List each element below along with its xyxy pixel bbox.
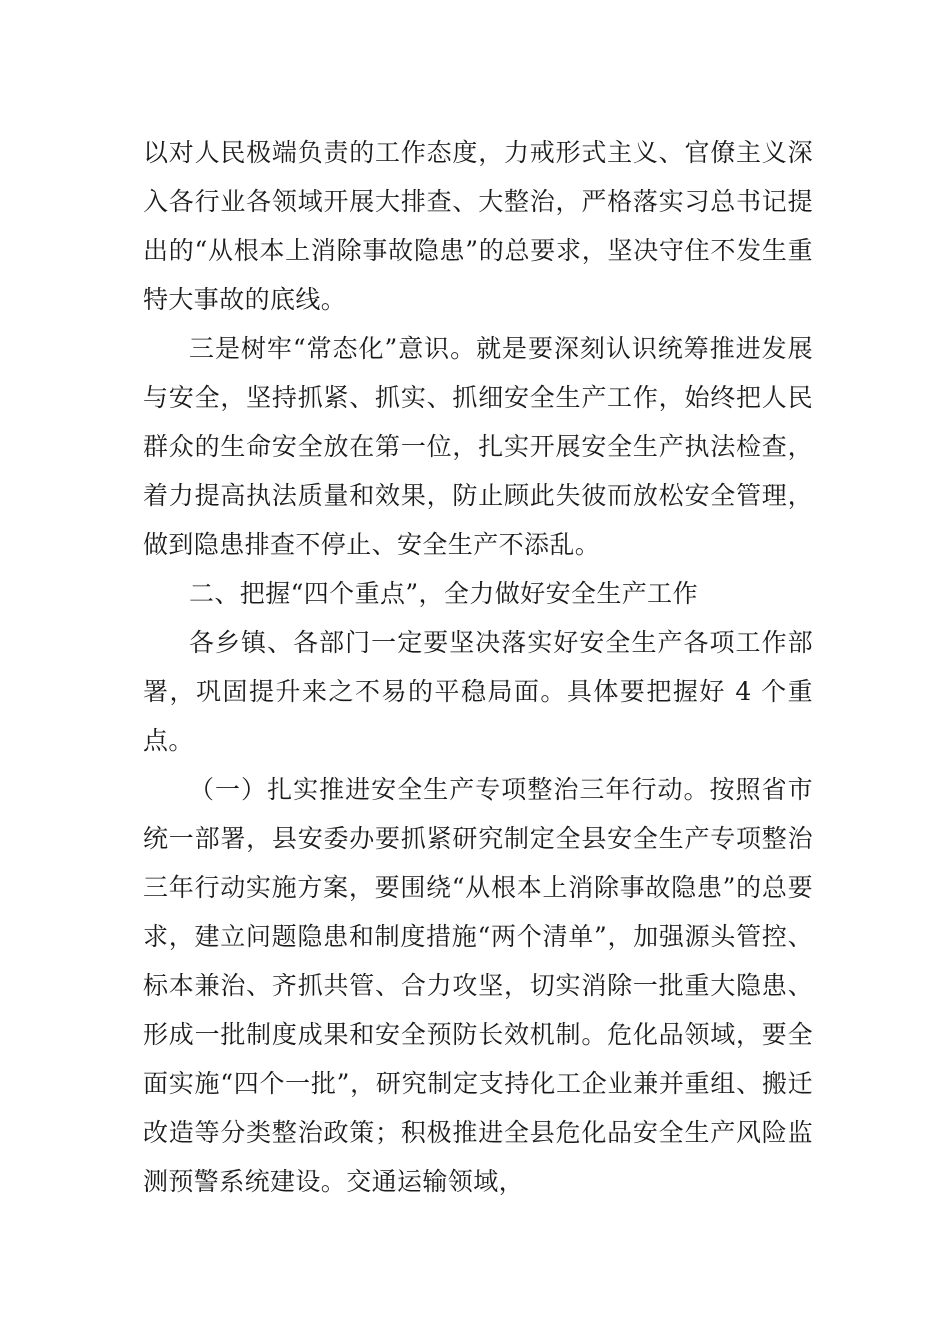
paragraph-1: 以对人民极端负责的工作态度，力戒形式主义、官僚主义深入各行业各领域开展大排查、大整治，严格落实习总书记提出的“从根本上消除事故隐患”的总要求，坚决守住不发生重特大事故的底线。 <box>143 138 813 314</box>
paragraph-4: （一）扎实推进安全生产专项整治三年行动。按照省市统一部署，县安委办要抓紧研究制定全县安全生产专项整治三年行动实施方案，要围绕“从根本上消除事故隐患”的总要求，建立问题隐患和制度措施“两个清单”，加强源头管控、标本兼治、齐抓共管、合力攻坚，切实消除一批重大隐患、形成一批制度成果和安全预防长效机制。危化品领域，要全面实施“四个一批”，研究制定支持化工企业兼并重组、搬迁改造等分类整治政策；积极推进全县危化品安全生产风险监测预警系统建设。交通运输领域， <box>143 775 813 1196</box>
document-body <box>143 128 813 1206</box>
section-heading-2: 二、把握“四个重点”，全力做好安全生产工作 <box>189 579 698 608</box>
paragraph-2: 三是树牢“常态化”意识。就是要深刻认识统筹推进发展与安全，坚持抓紧、抓实、抓细安全生产工作，始终把人民群众的生命安全放在第一位，扎实开展安全生产执法检查，着力提高执法质量和效果，防止顾此失彼而放松安全管理，做到隐患排查不停止、安全生产不添乱。 <box>143 334 813 559</box>
paragraph-3: 各乡镇、各部门一定要坚决落实好安全生产各项工作部署，巩固提升来之不易的平稳局面。具体要把握好 4 个重点。 <box>143 628 813 755</box>
